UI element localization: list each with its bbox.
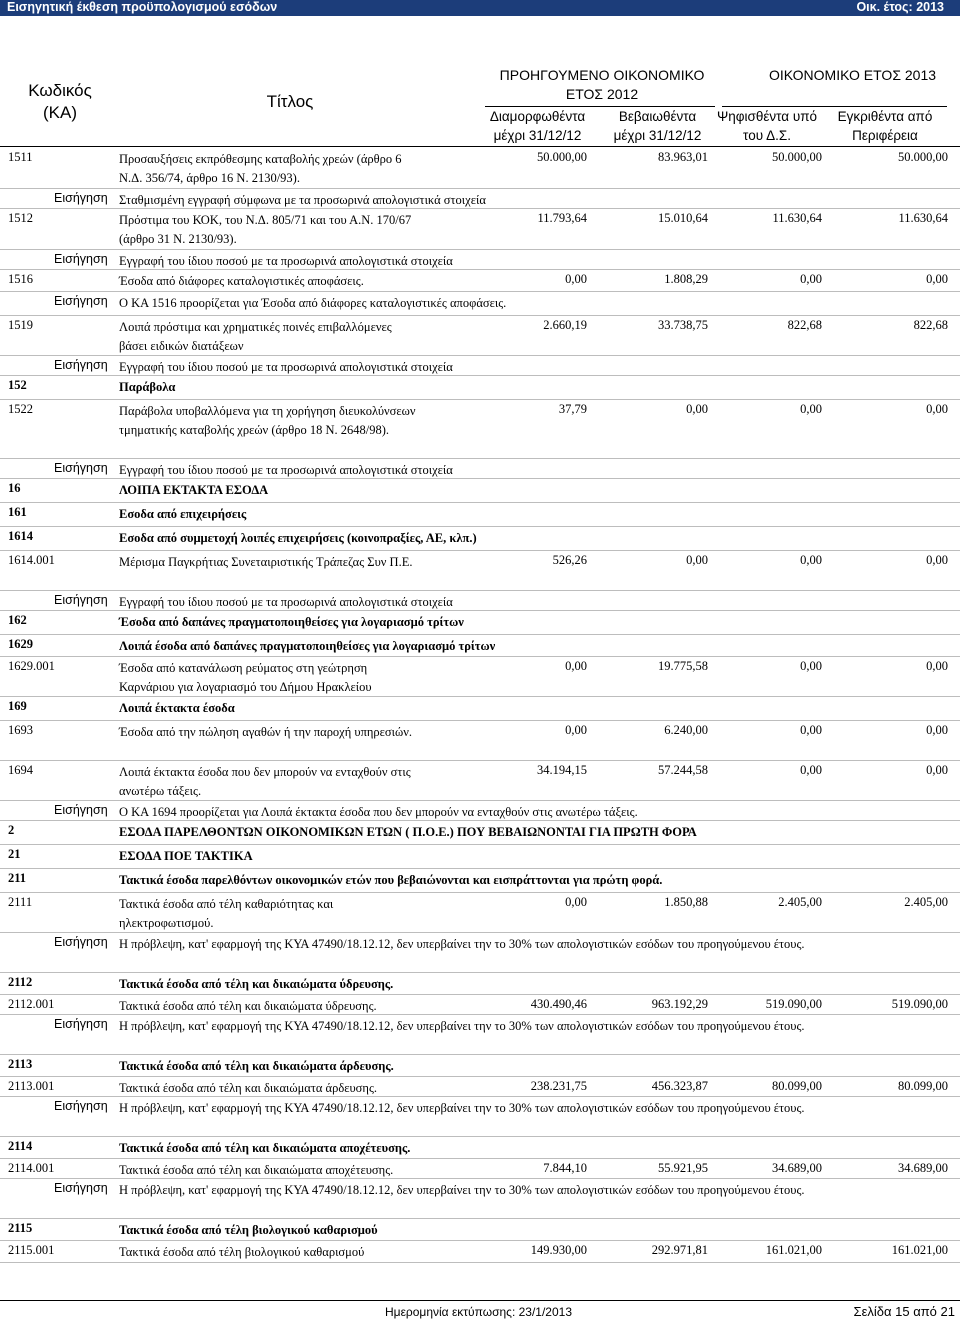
row-code: 1614 <box>8 529 33 543</box>
amount-col-4: 0,00 <box>926 272 948 286</box>
table-row <box>0 1077 960 1097</box>
amount-col-2: 963.192,29 <box>651 997 708 1011</box>
amount-col-1: 50.000,00 <box>537 150 587 164</box>
table-header <box>0 60 960 147</box>
row-title: Τακτικά έσοδα από τέλη καθαριότητας και ηλεκτροφωτισμού. <box>119 897 334 930</box>
group-row <box>0 869 960 893</box>
row-code: 2113.001 <box>8 1079 55 1093</box>
note-row <box>0 933 960 973</box>
row-title: Λοιπά έκτακτα έσοδα <box>119 701 235 715</box>
amount-col-3: 80.099,00 <box>772 1079 822 1093</box>
row-code: 2 <box>8 823 15 837</box>
group-row <box>0 503 960 527</box>
row-title: Προσαυξήσεις εκπρόθεσμης καταβολής χρεών (άρθρο 6 Ν.Δ. 356/74, άρθρο 16 Ν. 2130/93). <box>119 152 402 185</box>
note-text: Η πρόβλεψη, κατ' εφαρμογή της ΚΥΑ 47490/18.12.12, δεν υπερβαίνει την το 30% των απολογιστικών εσόδων του προηγούμενου έτους. <box>119 937 805 951</box>
note-label: Εισήγηση <box>54 461 108 475</box>
note-label: Εισήγηση <box>54 294 108 308</box>
note-row <box>0 356 960 376</box>
note-label: Εισήγηση <box>54 1181 108 1195</box>
amount-col-3: 0,00 <box>800 272 822 286</box>
note-row <box>0 189 960 209</box>
amount-col-1: 430.490,46 <box>530 997 587 1011</box>
amount-col-3: 161.021,00 <box>765 1243 822 1257</box>
header-col-amended: Διαμορφωθέντα μέχρι 31/12/12 <box>489 109 586 143</box>
amount-col-2: 0,00 <box>686 553 708 567</box>
amount-col-4: 34.689,00 <box>898 1161 948 1175</box>
amount-col-2: 33.738,75 <box>658 318 708 332</box>
group-row <box>0 821 960 845</box>
row-title: Τακτικά έσοδα από τέλη και δικαιώματα ύδρευσης. <box>119 977 394 991</box>
note-label: Εισήγηση <box>54 252 108 266</box>
amount-col-4: 2.405,00 <box>904 895 948 909</box>
note-text: Η πρόβλεψη, κατ' εφαρμογή της ΚΥΑ 47490/18.12.12, δεν υπερβαίνει την το 30% των απολογιστικών εσόδων του προηγούμενου έτους. <box>119 1101 805 1115</box>
amount-col-3: 0,00 <box>800 723 822 737</box>
row-code: 21 <box>8 847 21 861</box>
header-col-certified: Βεβαιωθέντα μέχρι 31/12/12 <box>613 109 702 143</box>
row-code: 1511 <box>8 150 33 164</box>
amount-col-4: 0,00 <box>926 553 948 567</box>
row-code: 161 <box>8 505 27 519</box>
amount-col-4: 80.099,00 <box>898 1079 948 1093</box>
amount-col-3: 34.689,00 <box>772 1161 822 1175</box>
amount-col-2: 19.775,58 <box>658 659 708 673</box>
row-code: 2114 <box>8 1139 33 1153</box>
row-code: 2113 <box>8 1057 33 1071</box>
amount-col-3: 2.405,00 <box>778 895 822 909</box>
group-row <box>0 479 960 503</box>
note-row <box>0 591 960 611</box>
note-text: Ο ΚΑ 1516 προορίζεται για Έσοδα από διάφορες καταλογιστικές αποφάσεις. <box>119 296 507 310</box>
amount-col-3: 0,00 <box>800 553 822 567</box>
header-title: Τίτλος <box>266 92 314 111</box>
table-row <box>0 995 960 1015</box>
amount-col-1: 0,00 <box>565 272 587 286</box>
amount-col-3: 822,68 <box>787 318 822 332</box>
row-title: Έσοδα από την πώληση αγαθών ή την παροχή υπηρεσιών. <box>119 725 413 739</box>
fiscal-year: Οικ. έτος: 2013 <box>856 0 944 14</box>
note-row <box>0 459 960 479</box>
group-row <box>0 1219 960 1241</box>
table-row <box>0 721 960 761</box>
amount-col-4: 822,68 <box>913 318 948 332</box>
group-row <box>0 1137 960 1159</box>
table-row <box>0 657 960 697</box>
amount-col-2: 83.963,01 <box>658 150 708 164</box>
row-title: Έσοδα από δαπάνες πραγματοποιηθείσες για λογαριασμό τρίτων <box>119 615 464 629</box>
row-title: Τακτικά έσοδα από τέλη και δικαιώματα άρδευσης. <box>119 1059 394 1073</box>
row-code: 1512 <box>8 211 33 225</box>
amount-col-3: 0,00 <box>800 659 822 673</box>
row-title: ΕΣΟΔΑ ΠΟΕ ΤΑΚΤΙΚΑ <box>119 849 253 863</box>
amount-col-4: 0,00 <box>926 763 948 777</box>
row-title: Εσοδα από επιχειρήσεις <box>119 507 247 521</box>
row-code: 2112.001 <box>8 997 55 1011</box>
amount-col-2: 6.240,00 <box>664 723 708 737</box>
amount-col-1: 0,00 <box>565 659 587 673</box>
row-title: Εσοδα από συμμετοχή λοιπές επιχειρήσεις (κοινοπραξίες, ΑΕ, κλπ.) <box>119 531 477 545</box>
header-col-approved: Εγκριθέντα από Περιφέρεια <box>837 109 933 143</box>
row-code: 162 <box>8 613 27 627</box>
amount-col-1: 34.194,15 <box>537 763 587 777</box>
group-row <box>0 376 960 400</box>
note-label: Εισήγηση <box>54 803 108 817</box>
row-code: 2115.001 <box>8 1243 55 1257</box>
amount-col-3: 11.630,64 <box>772 211 822 225</box>
group-row <box>0 697 960 721</box>
amount-col-2: 55.921,95 <box>658 1161 708 1175</box>
budget-table <box>0 148 960 1263</box>
note-row <box>0 1097 960 1137</box>
row-code: 16 <box>8 481 21 495</box>
note-row <box>0 292 960 316</box>
row-code: 2111 <box>8 895 33 909</box>
row-code: 152 <box>8 378 27 392</box>
amount-col-1: 238.231,75 <box>530 1079 587 1093</box>
note-text: Εγγραφή του ίδιου ποσού με τα προσωρινά απολογιστικά στοιχεία <box>119 595 453 609</box>
note-text: Εγγραφή του ίδιου ποσού με τα προσωρινά απολογιστικά στοιχεία <box>119 463 453 477</box>
row-code: 2115 <box>8 1221 33 1235</box>
table-row <box>0 1159 960 1179</box>
header-cur-year: ΟΙΚΟΝΟΜΙΚΟ ΕΤΟΣ 2013 <box>768 67 937 83</box>
group-row <box>0 611 960 635</box>
note-text: Η πρόβλεψη, κατ' εφαρμογή της ΚΥΑ 47490/18.12.12, δεν υπερβαίνει την το 30% των απολογιστικών εσόδων του προηγούμενου έτους. <box>119 1019 805 1033</box>
group-row <box>0 1055 960 1077</box>
table-row <box>0 316 960 356</box>
table-row <box>0 551 960 591</box>
amount-col-4: 161.021,00 <box>891 1243 948 1257</box>
note-row <box>0 1179 960 1219</box>
amount-col-4: 0,00 <box>926 659 948 673</box>
row-title: Παράβολα <box>119 380 176 394</box>
amount-col-4: 11.630,64 <box>898 211 948 225</box>
row-title: Μέρισμα Παγκρήτιας Συνεταιριστικής Τράπεζας Συν Π.Ε. <box>119 555 413 569</box>
amount-col-1: 37,79 <box>558 402 587 416</box>
group-row <box>0 635 960 657</box>
table-row <box>0 148 960 189</box>
note-row <box>0 1015 960 1055</box>
amount-col-2: 0,00 <box>686 402 708 416</box>
row-code: 169 <box>8 699 27 713</box>
amount-col-2: 292.971,81 <box>651 1243 708 1257</box>
amount-col-2: 1.808,29 <box>664 272 708 286</box>
row-title: Λοιπά έκτακτα έσοδα που δεν μπορούν να ενταχθούν στις ανωτέρω τάξεις. <box>119 765 411 798</box>
row-code: 1614.001 <box>8 553 55 567</box>
page-footer <box>0 1300 960 1323</box>
group-row <box>0 973 960 995</box>
document-title: Εισηγητική έκθεση προϋπολογισμού εσόδων <box>7 0 278 14</box>
note-text: Σταθμισμένη εγγραφή σύμφωνα με τα προσωρινά απολογιστικά στοιχεία <box>119 193 486 207</box>
note-label: Εισήγηση <box>54 358 108 372</box>
row-title: ΕΣΟΔΑ ΠΑΡΕΛΘΟΝΤΩΝ ΟΙΚΟΝΟΜΙΚΩΝ ΕΤΩΝ ( Π.Ο.Ε.) ΠΟΥ ΒΕΒΑΙΩΝΟΝΤΑΙ ΓΙΑ ΠΡΩΤΗ ΦΟΡΑ <box>119 825 697 839</box>
header-col-voted: Ψηφισθέντα υπό του Δ.Σ. <box>716 109 818 143</box>
note-row <box>0 801 960 821</box>
row-code: 1694 <box>8 763 33 777</box>
row-title: Έσοδα από κατανάλωση ρεύματος στη γεώτρηση Καρνάριου για λογαριασμό του Δήμου Ηρακλείου <box>119 661 372 694</box>
group-row <box>0 845 960 869</box>
amount-col-1: 526,26 <box>552 553 587 567</box>
amount-col-2: 456.323,87 <box>651 1079 708 1093</box>
amount-col-2: 15.010,64 <box>658 211 708 225</box>
amount-col-1: 2.660,19 <box>543 318 587 332</box>
note-text: Εγγραφή του ίδιου ποσού με τα προσωρινά απολογιστικά στοιχεία <box>119 360 453 374</box>
amount-col-1: 0,00 <box>565 723 587 737</box>
row-title: Παράβολα υποβαλλόμενα για τη χορήγηση διευκολύνσεων τμηματικής καταβολής χρεών (άρθρο 18 Ν. 2648/98). <box>119 404 416 437</box>
row-title: ΛΟΙΠΑ ΕΚΤΑΚΤΑ ΕΣΟΔΑ <box>119 483 269 497</box>
row-code: 1522 <box>8 402 33 416</box>
note-row <box>0 250 960 270</box>
row-code: 1629 <box>8 637 33 651</box>
header-code: Κωδικός (ΚΑ) <box>28 81 92 122</box>
row-code: 2112 <box>8 975 33 989</box>
row-title: Τακτικά έσοδα από τέλη και δικαιώματα άρδευσης. <box>119 1081 378 1095</box>
row-code: 1629.001 <box>8 659 55 673</box>
note-label: Εισήγηση <box>54 935 108 949</box>
group-row <box>0 527 960 551</box>
row-code: 1516 <box>8 272 33 286</box>
table-row <box>0 761 960 801</box>
amount-col-1: 11.793,64 <box>537 211 587 225</box>
row-title: Τακτικά έσοδα παρελθόντων οικονομικών ετών που βεβαιώνονται και εισπράττονται για πρώτη φορά. <box>119 873 663 887</box>
amount-col-1: 0,00 <box>565 895 587 909</box>
row-code: 1693 <box>8 723 33 737</box>
amount-col-2: 1.850,88 <box>664 895 708 909</box>
amount-col-4: 519.090,00 <box>891 997 948 1011</box>
row-code: 2114.001 <box>8 1161 55 1175</box>
amount-col-4: 50.000,00 <box>898 150 948 164</box>
note-text: Εγγραφή του ίδιου ποσού με τα προσωρινά απολογιστικά στοιχεία <box>119 254 453 268</box>
amount-col-1: 149.930,00 <box>530 1243 587 1257</box>
page-number: Σελίδα 15 από 21 <box>853 1304 955 1319</box>
note-label: Εισήγηση <box>54 593 108 607</box>
note-label: Εισήγηση <box>54 1099 108 1113</box>
row-title: Έσοδα από διάφορες καταλογιστικές αποφάσεις. <box>119 274 364 288</box>
row-title: Τακτικά έσοδα από τέλη και δικαιώματα αποχέτευσης. <box>119 1141 411 1155</box>
table-row <box>0 400 960 459</box>
amount-col-3: 519.090,00 <box>765 997 822 1011</box>
row-title: Τακτικά έσοδα από τέλη και δικαιώματα ύδρευσης. <box>119 999 377 1013</box>
amount-col-2: 57.244,58 <box>658 763 708 777</box>
row-title: Πρόστιμα του ΚΟΚ, του Ν.Δ. 805/71 και του Α.Ν. 170/67 (άρθρο 31 Ν. 2130/93). <box>119 213 412 246</box>
table-row <box>0 1241 960 1263</box>
row-code: 211 <box>8 871 27 885</box>
amount-col-4: 0,00 <box>926 402 948 416</box>
row-title: Τακτικά έσοδα από τέλη και δικαιώματα αποχέτευσης. <box>119 1163 394 1177</box>
amount-col-1: 7.844,10 <box>543 1161 587 1175</box>
row-title: Τακτικά έσοδα από τέλη βιολογικού καθαρισμού <box>119 1223 378 1237</box>
row-title: Τακτικά έσοδα από τέλη βιολογικού καθαρισμού <box>119 1245 365 1259</box>
amount-col-3: 50.000,00 <box>772 150 822 164</box>
note-label: Εισήγηση <box>54 191 108 205</box>
row-title: Λοιπά πρόστιμα και χρηματικές ποινές επιβαλλόμενες βάσει ειδικών διατάξεων <box>119 320 392 353</box>
row-title: Λοιπά έσοδα από δαπάνες πραγματοποιηθείσες για λογαριασμό τρίτων <box>119 639 496 653</box>
amount-col-3: 0,00 <box>800 763 822 777</box>
table-row <box>0 270 960 292</box>
amount-col-4: 0,00 <box>926 723 948 737</box>
note-text: Ο ΚΑ 1694 προορίζεται για Λοιπά έκτακτα έσοδα που δεν μπορούν να ενταχθούν στις ανωτέρω τάξεις. <box>119 805 638 819</box>
print-date: Ημερομηνία εκτύπωσης: 23/1/2013 <box>385 1305 573 1319</box>
amount-col-3: 0,00 <box>800 402 822 416</box>
top-bar <box>0 0 960 16</box>
note-label: Εισήγηση <box>54 1017 108 1031</box>
note-text: Η πρόβλεψη, κατ' εφαρμογή της ΚΥΑ 47490/18.12.12, δεν υπερβαίνει την το 30% των απολογιστικών εσόδων του προηγούμενου έτους. <box>119 1183 805 1197</box>
row-code: 1519 <box>8 318 33 332</box>
table-row <box>0 209 960 250</box>
table-row <box>0 893 960 933</box>
header-prev-year: ΠΡΟΗΓΟΥΜΕΝΟ ΟΙΚΟΝΟΜΙΚΟ ΕΤΟΣ 2012 <box>499 67 705 102</box>
